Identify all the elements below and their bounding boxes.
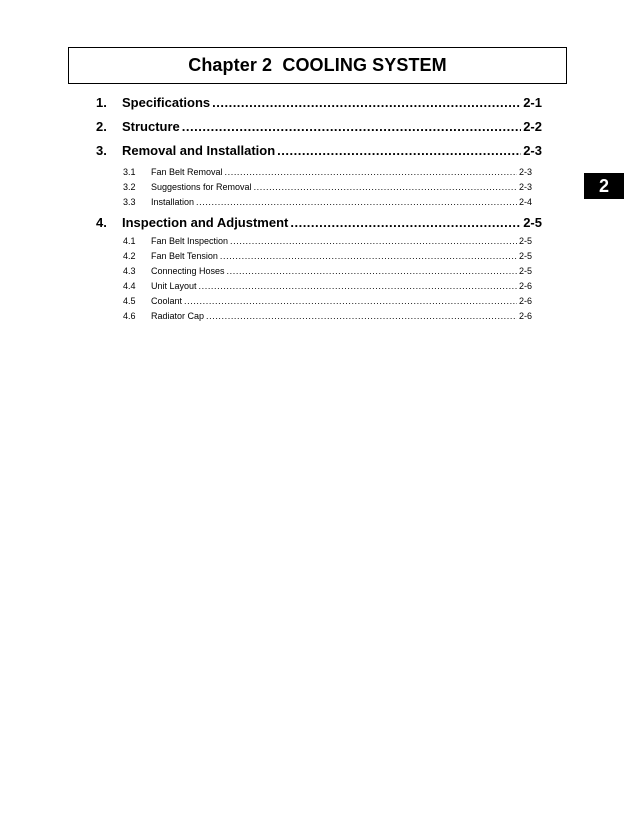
toc-page: 2-6 xyxy=(518,281,532,291)
toc-number: 1. xyxy=(96,95,107,110)
dot-leader xyxy=(182,120,521,133)
toc-page: 2-5 xyxy=(518,251,532,261)
toc-label: Fan Belt Inspection xyxy=(151,236,229,246)
toc-label: Unit Layout xyxy=(151,281,197,291)
table-of-contents xyxy=(96,95,542,326)
toc-entry-fan-belt-removal[interactable] xyxy=(96,167,542,182)
chapter-title: Chapter 2 COOLING SYSTEM xyxy=(188,55,447,75)
toc-page: 2-2 xyxy=(523,119,542,134)
toc-label: Fan Belt Tension xyxy=(151,251,218,261)
toc-label: Structure xyxy=(122,119,180,134)
toc-entry-structure[interactable] xyxy=(96,119,542,143)
toc-label: Removal and Installation xyxy=(122,143,276,158)
toc-label: Suggestions for Removal xyxy=(151,182,252,192)
toc-entry-connecting-hoses[interactable] xyxy=(96,266,542,281)
toc-number: 4.2 xyxy=(123,251,136,261)
dot-leader xyxy=(212,96,521,109)
toc-entry-specifications[interactable] xyxy=(96,95,542,119)
toc-number: 3.3 xyxy=(123,197,136,207)
toc-page: 2-5 xyxy=(523,215,542,230)
toc-number: 3.1 xyxy=(123,167,136,177)
toc-entry-unit-layout[interactable] xyxy=(96,281,542,296)
toc-entry-installation[interactable] xyxy=(96,197,542,215)
toc-entry-inspection-and-adjustment[interactable] xyxy=(96,215,542,236)
toc-page: 2-6 xyxy=(518,296,532,306)
dot-leader xyxy=(206,312,517,321)
dot-leader xyxy=(225,168,517,177)
toc-entry-removal-and-installation[interactable] xyxy=(96,143,542,167)
chapter-title-box xyxy=(68,47,567,84)
toc-page: 2-3 xyxy=(523,143,542,158)
toc-page: 2-1 xyxy=(523,95,542,110)
dot-leader xyxy=(227,267,517,276)
dot-leader xyxy=(254,183,517,192)
toc-number: 4.5 xyxy=(123,296,136,306)
toc-label: Installation xyxy=(151,197,195,207)
chapter-tab: 2 xyxy=(584,173,624,199)
toc-number: 4.4 xyxy=(123,281,136,291)
toc-page: 2-5 xyxy=(518,266,532,276)
toc-page: 2-3 xyxy=(518,167,532,177)
toc-entry-fan-belt-inspection[interactable] xyxy=(96,236,542,251)
toc-number: 4.1 xyxy=(123,236,136,246)
toc-number: 2. xyxy=(96,119,107,134)
toc-page: 2-3 xyxy=(518,182,532,192)
toc-label: Inspection and Adjustment xyxy=(122,215,289,230)
toc-label: Specifications xyxy=(122,95,211,110)
toc-entry-coolant[interactable] xyxy=(96,296,542,311)
toc-label: Fan Belt Removal xyxy=(151,167,223,177)
toc-number: 3. xyxy=(96,143,107,158)
toc-label: Connecting Hoses xyxy=(151,266,225,276)
dot-leader xyxy=(220,252,517,261)
toc-entry-radiator-cap[interactable] xyxy=(96,311,542,326)
toc-page: 2-5 xyxy=(518,236,532,246)
toc-page: 2-4 xyxy=(518,197,532,207)
dot-leader xyxy=(230,237,517,246)
toc-entry-suggestions-for-removal[interactable] xyxy=(96,182,542,197)
toc-label: Radiator Cap xyxy=(151,311,205,321)
dot-leader xyxy=(277,144,521,157)
toc-number: 4.3 xyxy=(123,266,136,276)
dot-leader xyxy=(196,198,517,207)
toc-page: 2-6 xyxy=(518,311,532,321)
dot-leader xyxy=(290,216,521,229)
dot-leader xyxy=(184,297,517,306)
toc-label: Coolant xyxy=(151,296,183,306)
toc-number: 4.6 xyxy=(123,311,136,321)
toc-entry-fan-belt-tension[interactable] xyxy=(96,251,542,266)
toc-number: 3.2 xyxy=(123,182,136,192)
toc-number: 4. xyxy=(96,215,107,230)
dot-leader xyxy=(199,282,517,291)
